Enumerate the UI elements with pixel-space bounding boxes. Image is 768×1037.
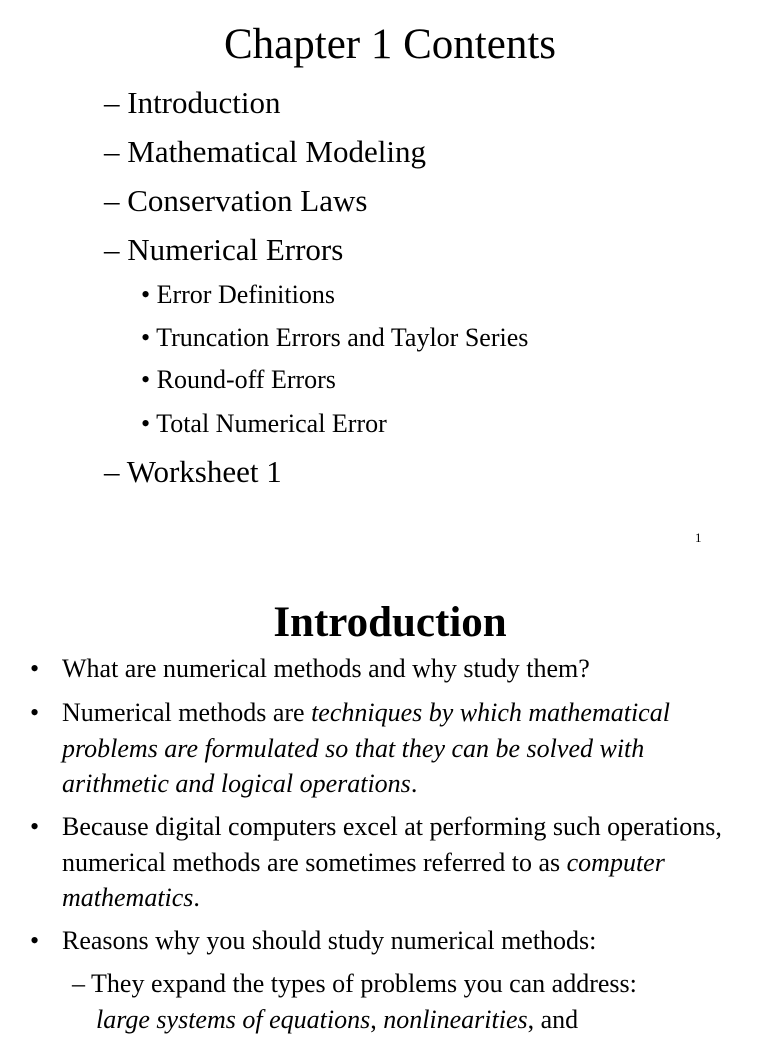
contents-item-conservation-laws: – Conservation Laws: [104, 182, 367, 220]
text-plain: .: [411, 769, 418, 798]
slide-title: Chapter 1 Contents: [0, 18, 768, 72]
bullet-text: Reasons why you should study numerical methods:: [62, 923, 730, 959]
text-emphasis: computer mathematics: [62, 848, 665, 913]
text-plain: Because digital computers excel at performing such operations, numerical methods are sometimes referred to as: [62, 812, 722, 877]
bullet-computer-mathematics: [30, 809, 730, 916]
bullet-marker: •: [30, 923, 39, 959]
text-emphasis: large systems of equations: [96, 1005, 370, 1034]
text-plain: ,: [370, 1005, 383, 1034]
contents-subitem-total-numerical-error: • Total Numerical Error: [141, 408, 387, 440]
bullet-reasons: [30, 923, 730, 959]
contents-subitem-truncation-errors: • Truncation Errors and Taylor Series: [141, 322, 528, 354]
sub-bullet-expand-problems: [72, 966, 742, 1037]
bullet-what-are-numerical-methods: [30, 651, 730, 687]
contents-subitem-error-definitions: • Error Definitions: [141, 279, 335, 311]
slide-introduction: [0, 560, 768, 1024]
sub-bullet-line: – They expand the types of problems you can address:: [72, 969, 637, 998]
contents-subitem-round-off-errors: • Round-off Errors: [141, 364, 336, 396]
contents-item-mathematical-modeling: – Mathematical Modeling: [104, 133, 426, 171]
page-number: 1: [695, 530, 702, 546]
contents-item-introduction: – Introduction: [104, 84, 281, 122]
text-plain: .: [193, 883, 200, 912]
text-emphasis: nonlinearities: [383, 1005, 527, 1034]
slide-title: Introduction: [0, 596, 768, 650]
bullet-marker: •: [30, 809, 39, 845]
text-plain: Numerical methods are: [62, 698, 311, 727]
bullet-marker: •: [30, 651, 39, 687]
bullet-definition: [30, 695, 730, 802]
text-plain: , and: [528, 1005, 579, 1034]
text-emphasis: techniques by which mathematical problems are formulated so that they can be solved with arithmetic and logical operations: [62, 698, 670, 798]
bullet-text: What are numerical methods and why study them?: [62, 651, 730, 687]
contents-item-worksheet: – Worksheet 1: [104, 453, 282, 491]
bullet-marker: •: [30, 695, 39, 731]
sub-bullet-continuation: [96, 1002, 742, 1037]
bullet-text: [62, 809, 730, 916]
bullet-text: [62, 695, 730, 802]
contents-item-numerical-errors: – Numerical Errors: [104, 231, 343, 269]
